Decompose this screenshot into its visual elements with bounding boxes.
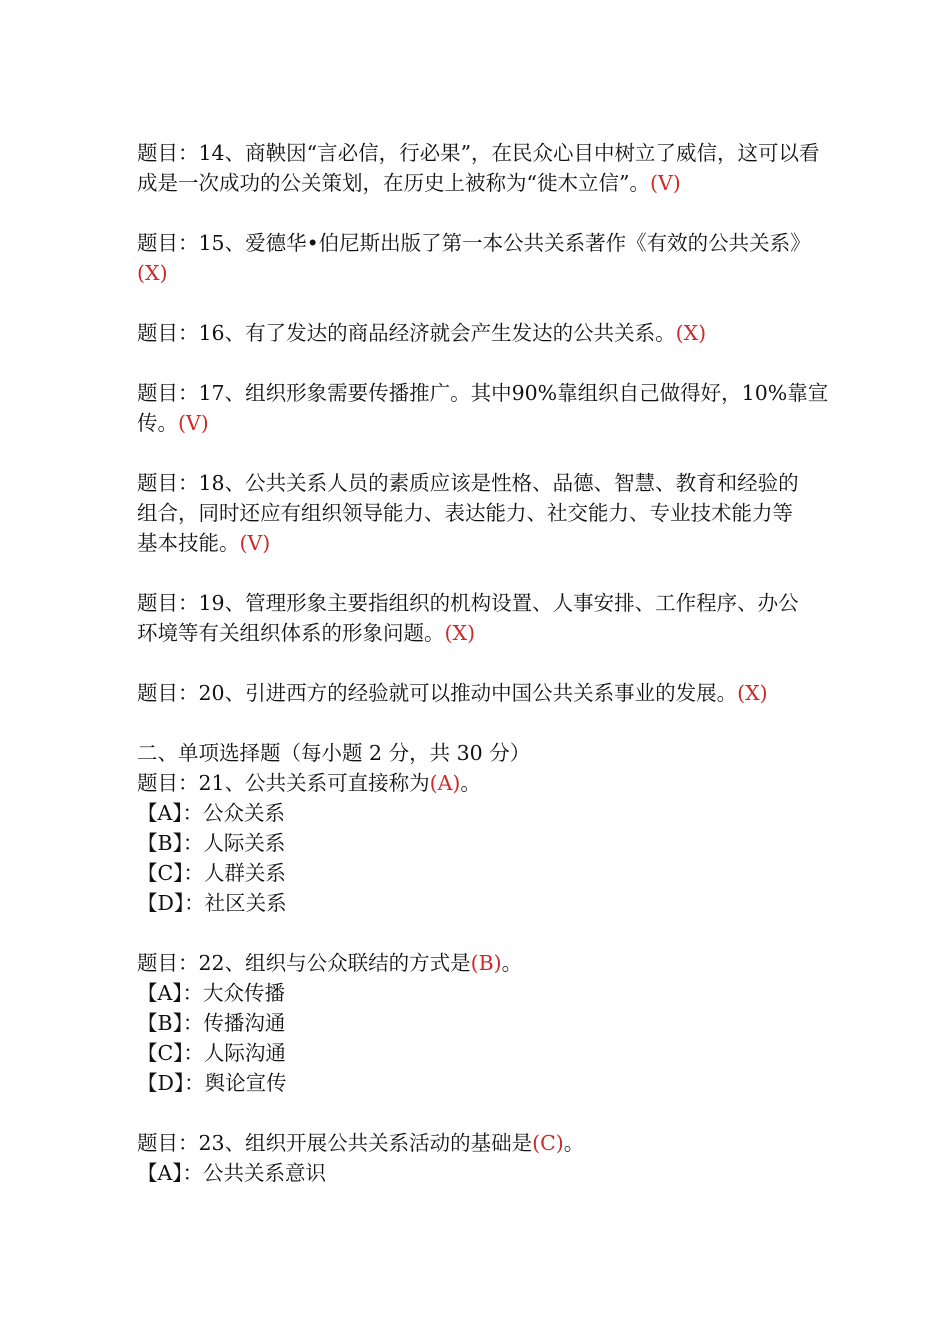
- question-text-line: 组合，同时还应有组织领导能力、表达能力、社交能力、专业技术能力等: [137, 501, 793, 525]
- answer-mark: (X): [137, 261, 168, 285]
- question-text-line: 环境等有关组织体系的形象问题。(X): [137, 621, 476, 645]
- question-text-line: 题目：17、组织形象需要传播推广。其中90%靠组织自己做得好，10%靠宣: [137, 381, 829, 405]
- answer-mark: (X): [675, 321, 707, 345]
- answer-mark: (A): [429, 771, 461, 795]
- option-c: 【C】：人群关系: [137, 861, 286, 885]
- answer-mark: (X): [444, 621, 476, 645]
- question-text-line: 成是一次成功的公关策划，在历史上被称为“徙木立信”。(V): [137, 171, 681, 195]
- section-title: 二、单项选择题（每小题 2 分，共 30 分）: [137, 741, 531, 765]
- spacer: [137, 918, 892, 948]
- question-text-line: 题目：21、公共关系可直接称为(A)。: [137, 771, 481, 795]
- question-18: [137, 468, 892, 558]
- option-c: 【C】：人际沟通: [137, 1041, 286, 1065]
- question-22: [137, 948, 892, 1098]
- option-a: 【A】：大众传播: [137, 981, 286, 1005]
- option-b: 【B】：人际关系: [137, 831, 286, 855]
- question-15: [137, 228, 892, 288]
- question-text-line: 传。(V): [137, 411, 209, 435]
- option-a: 【A】：公众关系: [137, 801, 286, 825]
- answer-mark: (B): [470, 951, 502, 975]
- question-text-line: 题目：19、管理形象主要指组织的机构设置、人事安排、工作程序、办公: [137, 591, 799, 615]
- answer-mark: (V): [649, 171, 681, 195]
- question-20: [137, 678, 892, 708]
- option-a: 【A】：公共关系意识: [137, 1161, 327, 1185]
- question-text-line: 基本技能。(V): [137, 531, 271, 555]
- document-page: [137, 138, 892, 1188]
- question-text-line: 题目：22、组织与公众联结的方式是(B)。: [137, 951, 523, 975]
- question-16: [137, 318, 892, 348]
- question-21: [137, 738, 892, 918]
- question-19: [137, 588, 892, 648]
- question-14: [137, 138, 892, 198]
- option-b: 【B】：传播沟通: [137, 1011, 286, 1035]
- answer-mark: (V): [239, 531, 271, 555]
- question-23: [137, 1128, 892, 1188]
- question-text-line: 题目：15、爱德华•伯尼斯出版了第一本公共关系著作《有效的公共关系》: [137, 231, 811, 255]
- question-text-line: 题目：14、商鞅因“言必信，行必果”，在民众心目中树立了威信，这可以看: [137, 141, 820, 165]
- answer-mark: (V): [178, 411, 209, 435]
- option-d: 【D】：社区关系: [137, 891, 287, 915]
- spacer: [137, 1098, 892, 1128]
- answer-mark: (C): [532, 1131, 564, 1155]
- option-d: 【D】：舆论宣传: [137, 1071, 287, 1095]
- question-text-line: 题目：23、组织开展公共关系活动的基础是(C)。: [137, 1131, 585, 1155]
- answer-mark: (X): [737, 681, 768, 705]
- question-text-line: 题目：16、有了发达的商品经济就会产生发达的公共关系。(X): [137, 321, 707, 345]
- question-text-line: 题目：18、公共关系人员的素质应该是性格、品德、智慧、教育和经验的: [137, 471, 799, 495]
- question-text-line: 题目：20、引进西方的经验就可以推动中国公共关系事业的发展。(X): [137, 681, 768, 705]
- question-17: [137, 378, 892, 438]
